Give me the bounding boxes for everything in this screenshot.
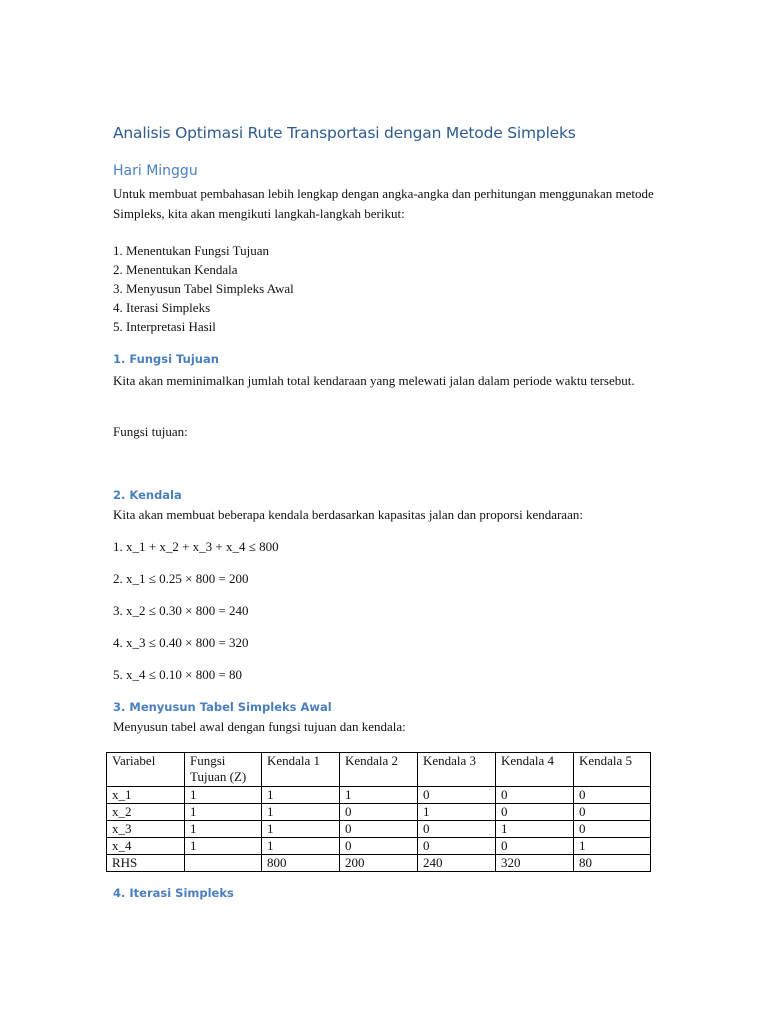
fungsi-tujuan-label: Fungsi tujuan: (113, 424, 188, 439)
subtitle: Hari Minggu (113, 163, 198, 179)
table-cell: x_1 (107, 787, 185, 804)
step-item: 1. Menentukan Fungsi Tujuan (113, 243, 270, 258)
section-heading-kendala: 2. Kendala (113, 488, 182, 502)
table-cell: 320 (496, 855, 574, 872)
table-header-cell: Kendala 5 (574, 753, 651, 787)
table-header-row (107, 753, 651, 787)
table-cell: 1 (185, 821, 262, 838)
document-title: Analisis Optimasi Rute Transportasi dengan Metode Simpleks (113, 124, 576, 142)
table-cell: RHS (107, 855, 185, 872)
section1-paragraph: Kita akan meminimalkan jumlah total kendaraan yang melewati jalan dalam periode waktu tersebut. (113, 373, 635, 388)
table-cell: 1 (418, 804, 496, 821)
table-row (107, 804, 651, 821)
step-item: 2. Menentukan Kendala (113, 262, 238, 277)
table-cell: 200 (340, 855, 418, 872)
step-item: 5. Interpretasi Hasil (113, 319, 216, 334)
table-cell: 0 (418, 838, 496, 855)
table-cell: 0 (496, 804, 574, 821)
table-cell: 0 (574, 787, 651, 804)
constraint-item: 2. x_1 ≤ 0.25 × 800 = 200 (113, 571, 249, 586)
table-row (107, 821, 651, 838)
table-header-cell: Kendala 4 (496, 753, 574, 787)
table-header-cell: Kendala 1 (262, 753, 340, 787)
table-cell (185, 855, 262, 872)
table-cell: 1 (185, 787, 262, 804)
step-item: 4. Iterasi Simpleks (113, 300, 211, 315)
table-cell: 0 (340, 838, 418, 855)
table-cell: 0 (496, 838, 574, 855)
table-cell: 1 (262, 821, 340, 838)
table-cell: 0 (340, 821, 418, 838)
table-row (107, 838, 651, 855)
table-header-cell: Kendala 3 (418, 753, 496, 787)
table-header-cell: Kendala 2 (340, 753, 418, 787)
table-cell: 1 (262, 838, 340, 855)
table-cell: 1 (340, 787, 418, 804)
section2-paragraph: Kita akan membuat beberapa kendala berdasarkan kapasitas jalan dan proporsi kendaraan: (113, 507, 583, 522)
intro-paragraph: Untuk membuat pembahasan lebih lengkap dengan angka-angka dan perhitungan menggunakan metode Simpleks, kita akan mengikuti langkah-langkah berikut: (113, 186, 654, 221)
table-cell: x_4 (107, 838, 185, 855)
table-header-cell: Variabel (107, 753, 185, 787)
table-cell: 0 (496, 787, 574, 804)
constraint-item: 3. x_2 ≤ 0.30 × 800 = 240 (113, 603, 249, 618)
section-heading-fungsi-tujuan: 1. Fungsi Tujuan (113, 352, 219, 366)
table-cell: 240 (418, 855, 496, 872)
constraint-item: 4. x_3 ≤ 0.40 × 800 = 320 (113, 635, 249, 650)
table-cell: 0 (574, 804, 651, 821)
table-cell: 800 (262, 855, 340, 872)
table-cell: 1 (185, 838, 262, 855)
table-header-cell: Fungsi Tujuan (Z) (185, 753, 262, 787)
table-cell: 1 (262, 787, 340, 804)
table-cell: 0 (418, 821, 496, 838)
constraint-item: 1. x_1 + x_2 + x_3 + x_4 ≤ 800 (113, 539, 279, 554)
table-cell: 1 (262, 804, 340, 821)
section-heading-tabel-simpleks: 3. Menyusun Tabel Simpleks Awal (113, 700, 332, 714)
table-row (107, 787, 651, 804)
table-cell: x_3 (107, 821, 185, 838)
table-cell: 80 (574, 855, 651, 872)
table-cell: 0 (418, 787, 496, 804)
section-heading-iterasi-simpleks: 4. Iterasi Simpleks (113, 886, 234, 900)
table-cell: 1 (574, 838, 651, 855)
table-cell: 1 (496, 821, 574, 838)
table-cell: 1 (185, 804, 262, 821)
table-cell: 0 (574, 821, 651, 838)
section3-paragraph: Menyusun tabel awal dengan fungsi tujuan dan kendala: (113, 719, 406, 734)
constraint-item: 5. x_4 ≤ 0.10 × 800 = 80 (113, 667, 243, 682)
simplex-table (106, 752, 651, 872)
table-cell: x_2 (107, 804, 185, 821)
table-cell: 0 (340, 804, 418, 821)
table-row (107, 855, 651, 872)
step-item: 3. Menyusun Tabel Simpleks Awal (113, 281, 294, 296)
